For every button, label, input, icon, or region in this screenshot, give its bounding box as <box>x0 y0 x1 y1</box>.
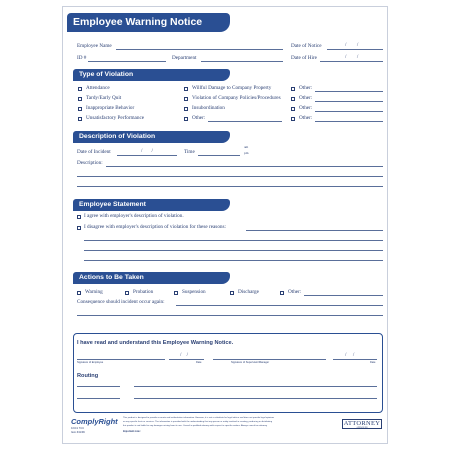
date-field[interactable] <box>333 359 377 360</box>
checkbox-tardy[interactable] <box>78 97 82 101</box>
department-field[interactable] <box>201 61 283 62</box>
employee-name-field[interactable] <box>116 49 283 50</box>
violation-option: Other: <box>299 115 313 121</box>
routing-line[interactable] <box>134 398 377 399</box>
violation-option: Violation of Company Policies/Procedures <box>192 95 281 101</box>
checkbox-unsatisfactory-performance[interactable] <box>78 117 82 121</box>
approved-text: APPROVED <box>356 427 368 429</box>
form-title: Employee Warning Notice <box>67 13 230 32</box>
other-field[interactable] <box>315 121 383 122</box>
date-of-hire-field[interactable] <box>320 61 383 62</box>
am-label: am <box>244 145 249 149</box>
checkbox-other[interactable] <box>291 107 295 111</box>
date-of-incident-field[interactable] <box>117 155 177 156</box>
time-field[interactable] <box>198 155 240 156</box>
violation-option: Other: <box>299 85 313 91</box>
disagree-label: I disagree with employer's description of violation for these reasons: <box>84 224 226 230</box>
description-line[interactable] <box>77 176 383 177</box>
consequence-label: Consequence should incident occur again: <box>77 299 165 305</box>
checkbox-other[interactable] <box>184 117 188 121</box>
date-slash: / / <box>180 352 189 358</box>
violation-option: Inappropriate Behavior <box>86 105 135 111</box>
agree-label: I agree with employer's description of violation. <box>84 213 184 219</box>
violation-option: Insubordination <box>192 105 225 111</box>
violation-option: Unsatisfactory Performance <box>86 115 145 121</box>
other-action-field[interactable] <box>304 295 383 296</box>
checkbox-other[interactable] <box>291 97 295 101</box>
checkbox-other[interactable] <box>291 117 295 121</box>
description-line[interactable] <box>77 186 383 187</box>
id-label: ID # <box>77 55 87 61</box>
action-option: Probation <box>133 289 154 295</box>
routing-line[interactable] <box>77 398 120 399</box>
action-option: Discharge <box>238 289 259 295</box>
id-field[interactable] <box>88 61 166 62</box>
violation-option: Other: <box>299 105 313 111</box>
violation-option: Attendance <box>86 85 110 91</box>
disclaimer-text: This product is designed to provide accurate and authoritative information. However, it is not a substitute for legal advice and does not provide legal opinions <box>123 417 275 419</box>
disclaimer-text: on any specific facts or services. The information is provided with the understanding that any person or entity involved in creating, producing or distributing <box>123 421 273 423</box>
violation-option: Willful Damage to Company Property <box>192 85 272 91</box>
date-field[interactable] <box>169 359 204 360</box>
routing-line[interactable] <box>77 386 120 387</box>
department-label: Department <box>172 55 197 61</box>
date-slash: / / <box>345 54 359 60</box>
description-line[interactable] <box>106 166 383 167</box>
checkbox-disagree[interactable] <box>77 226 81 230</box>
item-code: 9-6C1 7CU <box>71 427 84 430</box>
date-slash: / / <box>345 352 355 358</box>
routing-label: Routing <box>77 373 99 379</box>
employee-statement-header: Employee Statement <box>73 199 230 211</box>
other-field[interactable] <box>208 121 282 122</box>
statement-line[interactable] <box>84 260 383 261</box>
acknowledgement-title: I have read and understand this Employee Warning Notice. <box>77 340 234 346</box>
employee-signature-field[interactable] <box>77 359 165 360</box>
type-of-violation-header: Type of Violation <box>73 69 230 81</box>
checkbox-discharge[interactable] <box>230 291 234 295</box>
important-note: Important note: <box>123 430 141 433</box>
pm-label: pm <box>244 151 249 155</box>
other-field[interactable] <box>315 111 383 112</box>
checkbox-other[interactable] <box>291 87 295 91</box>
consequence-line[interactable] <box>176 305 383 306</box>
description-label: Description: <box>77 160 103 166</box>
date-slash: / / <box>141 148 153 154</box>
checkbox-other-action[interactable] <box>280 291 284 295</box>
violation-option: Tardy/Early Quit <box>86 95 122 101</box>
routing-line[interactable] <box>134 386 377 387</box>
other-field[interactable] <box>315 101 383 102</box>
disclaimer-text: this product is not liable for any damages arising from its use. Consult a qualified attorney with respect to specific matters. Always consult an attorney <box>123 425 268 427</box>
date-of-hire-label: Date of Hire <box>291 55 317 61</box>
checkbox-inappropriate-behavior[interactable] <box>78 107 82 111</box>
attorney-approved-badge <box>342 419 382 429</box>
statement-line[interactable] <box>246 230 383 231</box>
date-of-notice-field[interactable] <box>327 49 383 50</box>
employee-name-label: Employee Name <box>77 43 112 49</box>
checkbox-willful-damage[interactable] <box>184 87 188 91</box>
violation-option: Other: <box>299 95 313 101</box>
description-header: Description of Violation <box>73 131 230 143</box>
date-label: Date <box>196 361 202 364</box>
checkbox-agree[interactable] <box>77 215 81 219</box>
statement-line[interactable] <box>84 240 383 241</box>
checkbox-attendance[interactable] <box>78 87 82 91</box>
date-label: Date <box>370 361 376 364</box>
actions-header: Actions to Be Taken <box>73 272 230 284</box>
sig-supervisor-label: Signature of Supervisor/Manager <box>231 361 270 364</box>
time-label: Time <box>184 149 195 155</box>
checkbox-probation[interactable] <box>125 291 129 295</box>
complyright-logo: ComplyRight <box>71 417 118 426</box>
supervisor-signature-field[interactable] <box>213 359 326 360</box>
sig-employee-label: Signature of Employee <box>77 361 104 364</box>
other-field[interactable] <box>315 91 383 92</box>
checkbox-suspension[interactable] <box>174 291 178 295</box>
statement-line[interactable] <box>84 250 383 251</box>
date-of-incident-label: Date of Incident <box>77 149 111 155</box>
checkbox-warning[interactable] <box>77 291 81 295</box>
checkbox-policy-violation[interactable] <box>184 97 188 101</box>
violation-option: Other: <box>192 115 206 121</box>
action-option: Warning <box>85 289 103 295</box>
attorney-text: ATTORNEY <box>343 420 381 427</box>
item-number: Item #41/99 <box>71 431 85 434</box>
action-option: Other: <box>288 289 302 295</box>
action-option: Suspension <box>182 289 206 295</box>
date-of-notice-label: Date of Notice <box>291 43 322 49</box>
consequence-line[interactable] <box>77 315 383 316</box>
date-slash: / / <box>345 42 359 48</box>
checkbox-insubordination[interactable] <box>184 107 188 111</box>
